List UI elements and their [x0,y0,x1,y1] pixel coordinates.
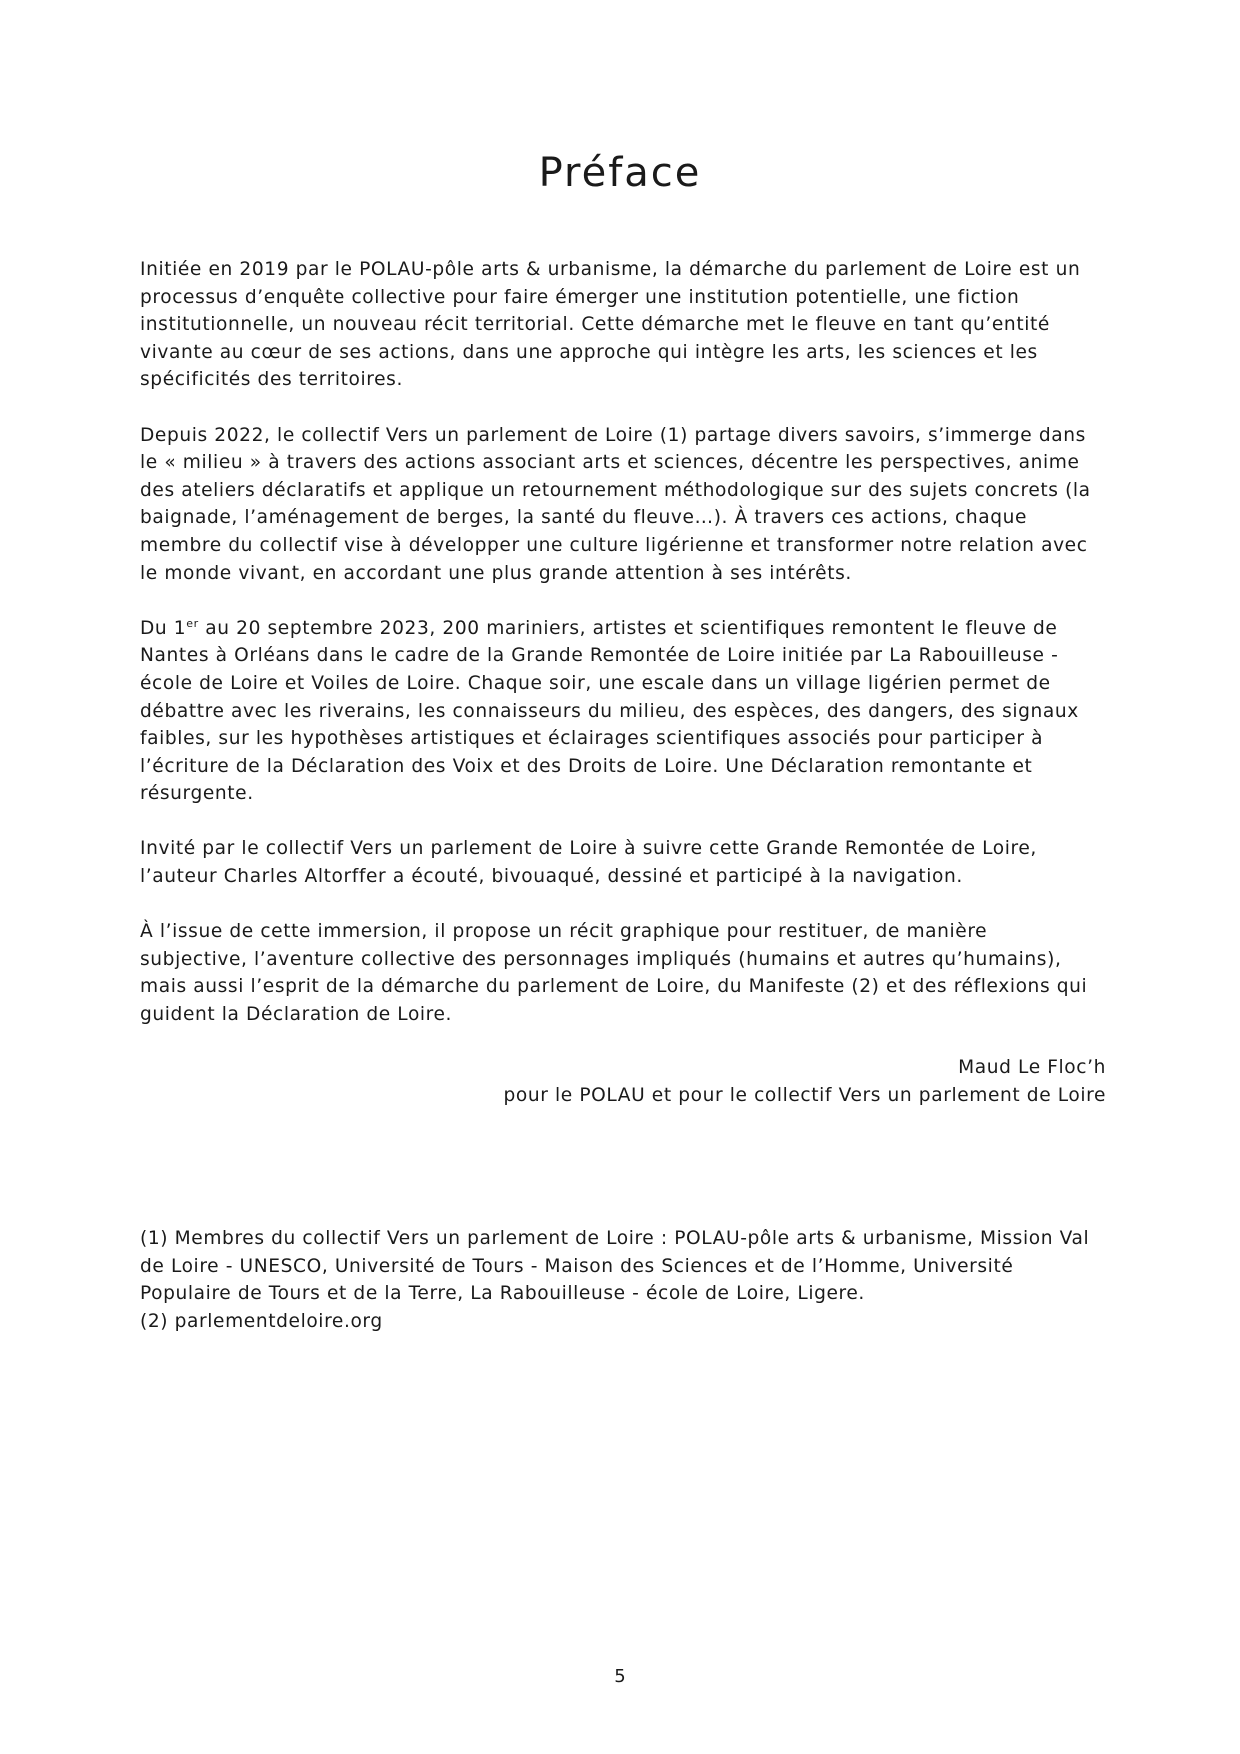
signature-affiliation: pour le POLAU et pour le collectif Vers un parlement de Loire [503,1085,1106,1106]
signature-block [503,1054,1106,1110]
paragraph-collective: Depuis 2022, le collectif Vers un parlement de Loire (1) partage divers savoirs, s’immerge dans le « milieu » à travers des actions associant arts et sciences, décentre les perspectives, anime des ateliers déclaratifs et applique un retournement méthodologique sur des sujets concrets (la baignade, l’aménagement de berges, la santé du fleuve…). À travers ces actions, chaque membre du collectif vise à développer une culture ligérienne et transformer notre relation avec le monde vivant, en accordant une plus grande attention à ses intérêts. [140,424,1091,584]
paragraph-remontee-rest: au 20 septembre 2023, 200 mariniers, artistes et scientifiques remontent le fleuve de Nantes à Orléans dans le cadre de la Grande Remontée de Loire initiée par La Rabouilleuse - école de Loire et Voiles de Loire. Chaque soir, une escale dans un village ligérien permet de débattre avec les riverains, les connaisseurs du milieu, des espèces, des dangers, des signaux faibles, sur les hypothèses artistiques et éclairages scientifiques associés pour participer à l’écriture de la Déclaration des Voix et des Droits de Loire. Une Déclaration remontante et résurgente. [140,617,1079,805]
paragraph-remontee [140,615,1100,808]
footnote-members: (1) Membres du collectif Vers un parlement de Loire : POLAU-pôle arts & urbanisme, Mission Val de Loire - UNESCO, Université de Tours - Maison des Sciences et de l’Homme, Université Populaire de Tours et de la Terre, La Rabouilleuse - école de Loire, Ligere. [140,1228,1090,1305]
signature-name: Maud Le Floc’h [958,1057,1106,1078]
paragraph-remontee-lead: Du 1 [140,617,187,639]
page-number: 5 [614,1666,626,1687]
footnote-website: (2) parlementdeloire.org [140,1310,383,1332]
ordinal-superscript: er [186,616,199,630]
paragraph-intro: Initiée en 2019 par le POLAU-pôle arts & urbanisme, la démarche du parlement de Loire est un processus d’enquête collective pour faire émerger une institution potentielle, une fiction institutionnelle, un nouveau récit territorial. Cette démarche met le fleuve en tant qu’entité vivante au cœur de ses actions, dans une approche qui intègre les arts, les sciences et les spécificités des territoires. [140,259,1081,391]
paragraph-immersion: À l’issue de cette immersion, il propose un récit graphique pour restituer, de manière subjective, l’aventure collective des personnages impliqués (humains et autres qu’humains), mais aussi l’esprit de la démarche du parlement de Loire, du Manifeste (2) et des réflexions qui guident la Déclaration de Loire. [140,921,1088,1026]
page-title: Préface [538,150,702,196]
paragraph-author: Invité par le collectif Vers un parlement de Loire à suivre cette Grande Remontée de Loire, l’auteur Charles Altorffer a écouté, bivouaqué, dessiné et participé à la navigation. [140,838,1037,888]
footnotes [140,1225,1100,1335]
preface-body [140,256,1100,1056]
